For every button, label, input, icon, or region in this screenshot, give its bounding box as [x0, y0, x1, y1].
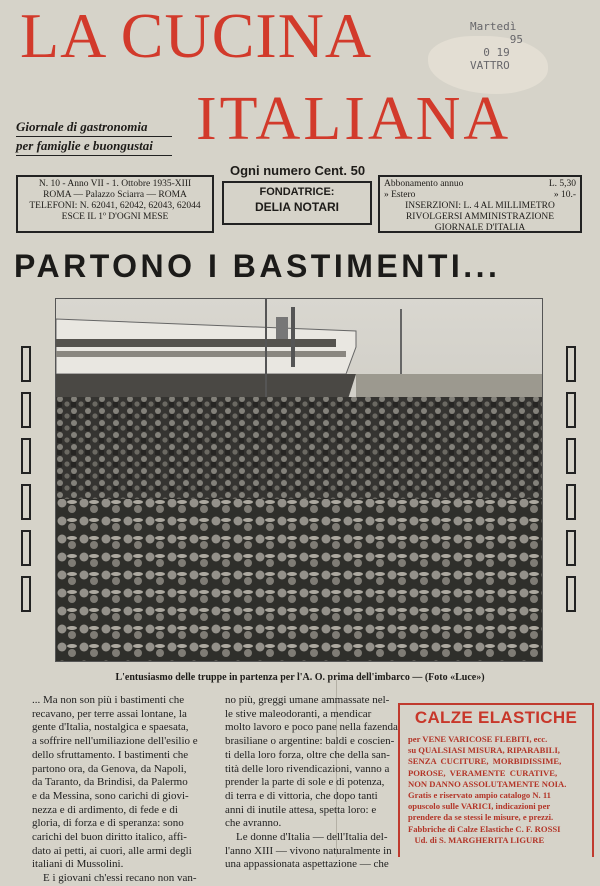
price-line: Ogni numero Cent. 50 [230, 163, 366, 178]
masthead-subtitle [16, 118, 172, 156]
issue-frequency: ESCE IL 1º D'OGNI MESE [61, 212, 169, 222]
subscription-annual-value: L. 5,30 [548, 179, 576, 189]
founder-name: DELIA NOTARI [255, 200, 339, 214]
subtitle-line-1: Giornale di gastronomia [16, 118, 172, 137]
advertisement-title: CALZE ELASTICHE [414, 708, 578, 727]
issue-address: ROMA — Palazzo Sciarra — ROMA [43, 190, 187, 200]
troops-photo [55, 298, 543, 662]
subscription-annual-label: Abbonamento annuo [384, 179, 464, 189]
photo-caption: L'entusiasmo delle truppe in partenza per l'A. O. prima dell'imbarco — (Foto «Luce») [115, 672, 485, 683]
masthead-title-bottom: ITALIANA [196, 85, 512, 153]
issue-info-box [16, 175, 214, 233]
headline: PARTONO I BASTIMENTI... [14, 248, 501, 284]
subtitle-line-2: per famiglie e buongustai [16, 137, 172, 156]
advertisement-box [398, 703, 594, 857]
article-column-1: ... Ma non son più i bastimenti che recavano, per terre assai lontane, la gente d'Italia, nostalgica e spaesata, a soffrire nell'umiliazione dell'esilio e dello sfruttamento. I bastimenti che partono ora, da Genova, da Napoli, da Taranto, da Brindisi, da Palermo e da Messina, sono carichi di giovi- nezza e di ardimento, di fede e di gloria, di forza e di speranza: sono carichi del buon diritto italico, affi- dato ai petti, ai cuori, alle armi degli italiani di Mussolini. E i giovani ch'essi recano non van- [32, 694, 198, 885]
ad-rates: INSERZIONI: L. 4 AL MILLIMETRO [405, 201, 555, 211]
subscription-abroad-label: » Estero [384, 190, 416, 200]
founder-label: FONDATRICE: [259, 186, 335, 198]
subscription-abroad-value: » 10.- [553, 190, 576, 200]
left-ornament [18, 345, 34, 615]
article-column-2: no più, greggi umane ammassate nel- le stive maleodoranti, a mendicar molto lavoro e poco pane nella fazenda brasiliane o argentine: baldi e coscien- ti della loro forza, oltre che della san- tità delle loro rivendicazioni, vanno a prender la parte di sole e di potenza, di terra e di vittoria, che dopo tanti anni di inutile attesa, spetta loro: e che avranno. Le donne d'Italia — dell'Italia del- l'anno XIII — vivono naturalmente in una appassionata aspettazione — che [225, 694, 398, 871]
contact-newspaper: GIORNALE D'ITALIA [434, 223, 526, 233]
founder-box [222, 181, 372, 225]
subscription-box [378, 175, 582, 233]
right-ornament [563, 345, 579, 615]
contact-line: RIVOLGERSI AMMINISTRAZIONE [405, 212, 555, 222]
masthead-title-top: LA CUCINA [20, 0, 373, 71]
advertisement-body: per VENE VARICOSE FLEBITI, ecc. su QUALSIASI MISURA, RIPARABILI, SENZA CUCITURE, MORBIDISSIME, POROSE, VERAMENTE CURATIVE, NON DANNO ASSOLUTAMENTE NOIA. Gratis e riservato ampio catalogo N. 11 opuscolo sulle VARICI, indicazioni per prendere da se stessi le misure, e prezzi. Fabbriche di Calze Elastiche C. F. ROSSI Ud. di S. MARGHERITA LIGURE [408, 734, 567, 845]
subscription-row-abroad [384, 190, 576, 201]
issue-phones: TELEFONI: N. 62041, 62042, 62043, 62044 [29, 201, 201, 211]
postal-stamp: Martedì 95 0 19 VATTRO [470, 20, 523, 72]
issue-number: N. 10 - Anno VII - 1. Ottobre 1935-XIII [38, 179, 192, 189]
subscription-row-annual [384, 179, 576, 190]
